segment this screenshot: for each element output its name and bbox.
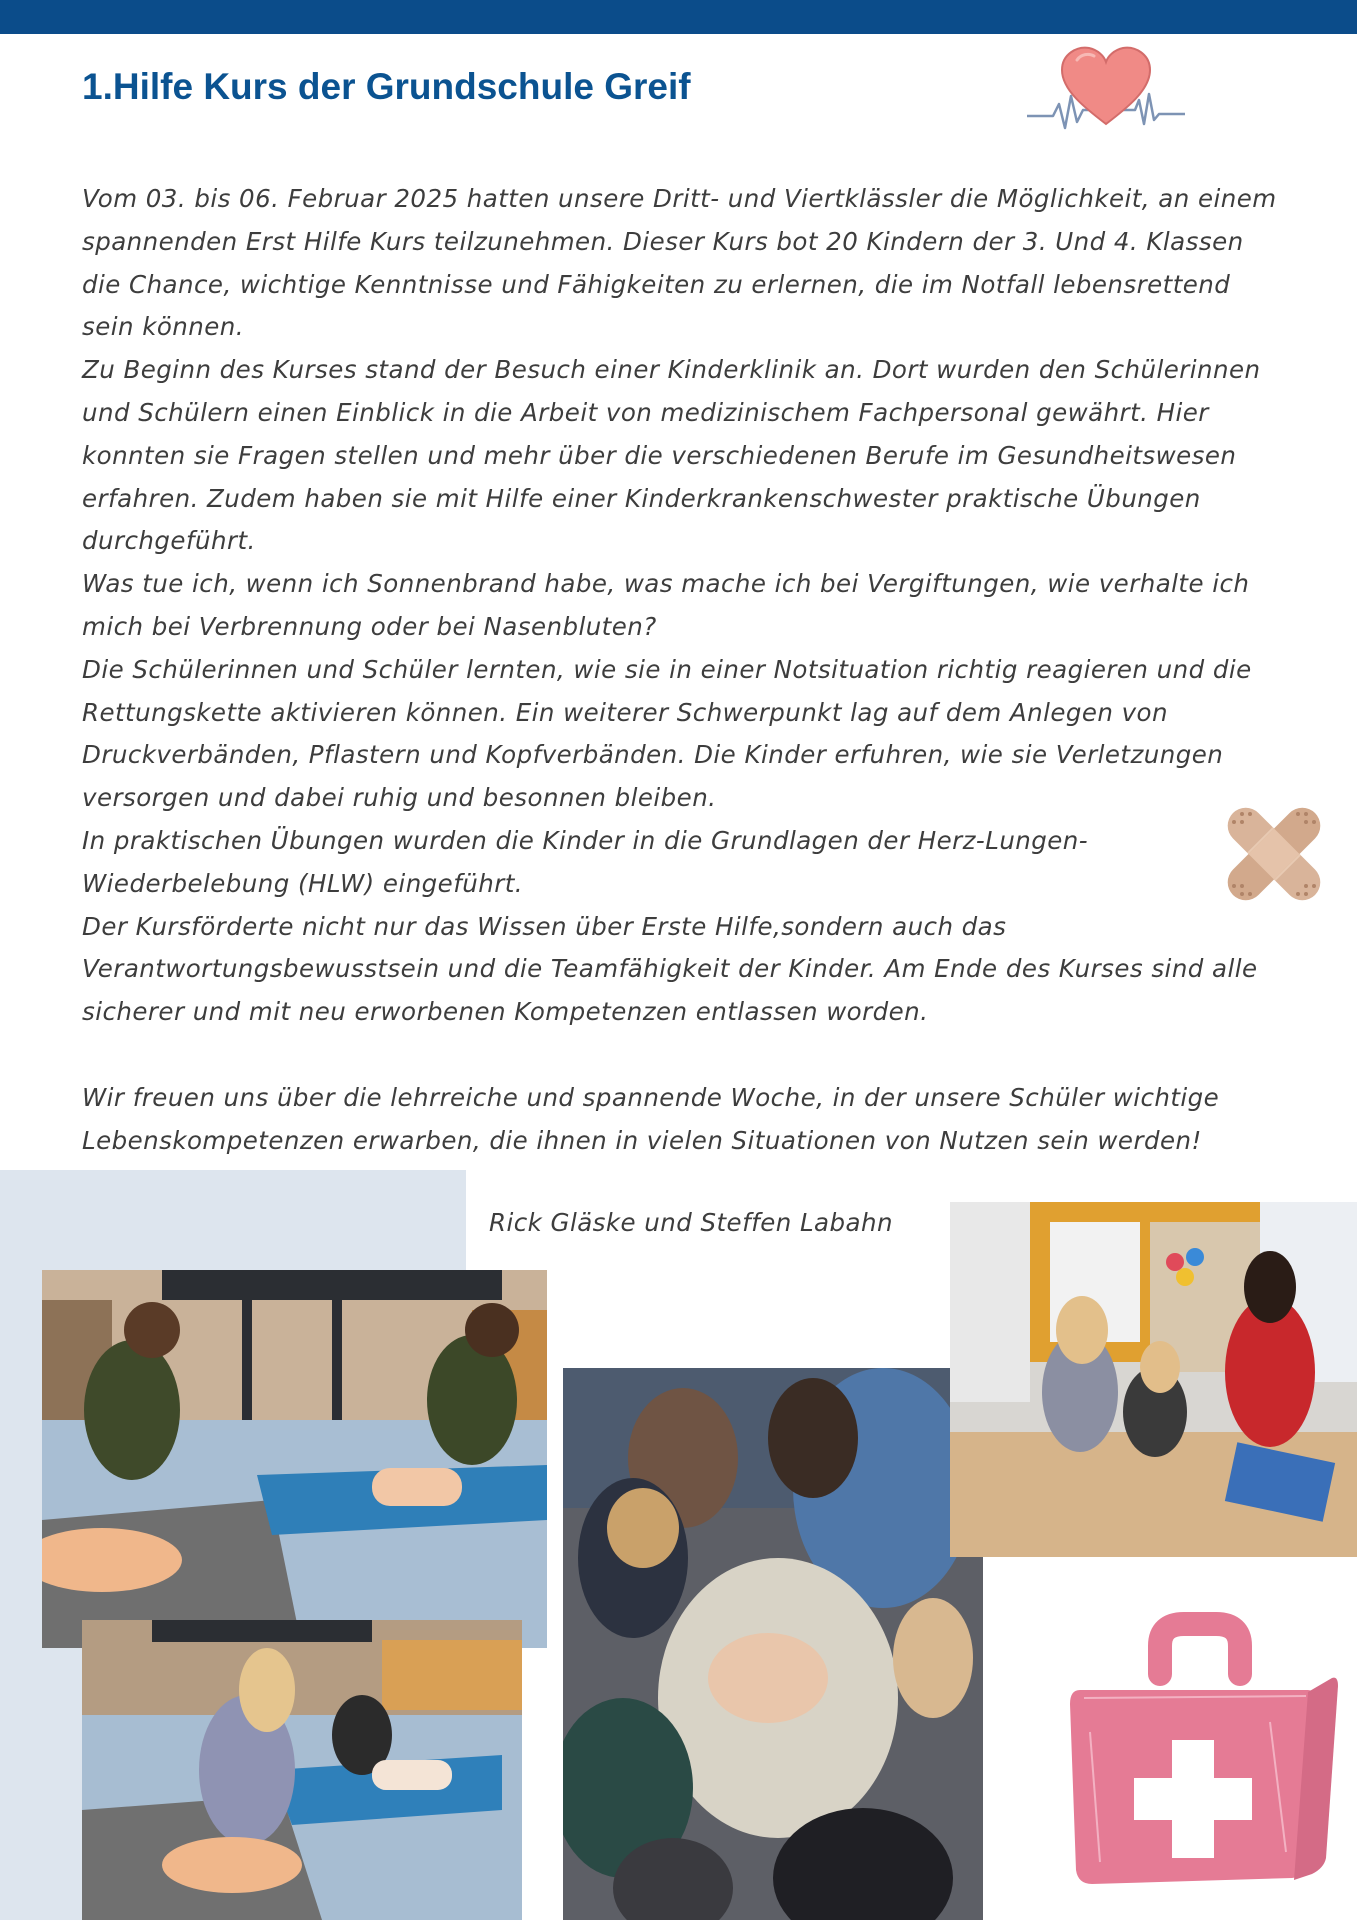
author-signature: Rick Gläske und Steffen Labahn: [489, 1208, 893, 1237]
paragraph-rescue-chain: Die Schülerinnen und Schüler lernten, wie sie in einer Notsituation richtig reagieren und die Rettungskette aktivieren können. Ein weiterer Schwerpunkt lag auf dem Anlegen von Druckverbänden, Pflastern und Kopfverbänden. Die Kinder erfuhren, wie sie Verletzungen versorgen und dabei ruhig und besonnen bleiben.: [82, 654, 1252, 813]
photo-cpr-girl: [82, 1620, 522, 1920]
paragraph-intro: Vom 03. bis 06. Februar 2025 hatten unsere Dritt- und Viertklässler die Möglichkeit, an einem spannenden Erst Hilfe Kurs teilzunehmen. Dieser Kurs bot 20 Kindern der 3. Und 4. Klassen die Chance, wichtige Kenntnisse und Fähigkeiten zu erlernen, die im Notfall lebensrettend sein können.: [82, 184, 1277, 342]
article-body: [82, 178, 1282, 1162]
page-title: 1.Hilfe Kurs der Grundschule Greif: [82, 66, 691, 107]
first-aid-kit-icon: [1060, 1612, 1340, 1890]
paragraph-outcome: Der Kursförderte nicht nur das Wissen über Erste Hilfe,sondern auch das Verantwortungsbewusstsein und die Teamfähigkeit der Kinder. Am Ende des Kurses sind alle sicherer und mit neu erworbenen Kompetenzen entlassen worden.: [82, 911, 1258, 1027]
paragraph-closing: Wir freuen uns über die lehrreiche und spannende Woche, in der unsere Schüler wichtige Lebenskompetenzen erwarben, die ihnen in vielen Situationen von Nutzen sein werden!: [82, 1082, 1220, 1155]
top-banner: [0, 0, 1357, 34]
paragraph-clinic: Zu Beginn des Kurses stand der Besuch einer Kinderklinik an. Dort wurden den Schülerinnen und Schülern einen Einblick in die Arbeit von medizinischem Fachpersonal gewährt. Hier konnten sie Fragen stellen und mehr über die verschiedenen Berufe im Gesundheitswesen erfahren. Zudem haben sie mit Hilfe einer Kinderkrankenschwester praktische Übungen durchgeführt.: [82, 355, 1261, 556]
paragraph-spacer: [82, 1034, 1282, 1077]
photo-bandaging-doll: [563, 1368, 983, 1920]
paragraph-questions: Was tue ich, wenn ich Sonnenbrand habe, was mache ich bei Vergiftungen, wie verhalte ich mich bei Verbrennung oder bei Nasenbluten?: [82, 569, 1250, 641]
photo-cpr-boy: [42, 1270, 547, 1648]
photo-classroom-bandaging: [950, 1202, 1357, 1557]
heartbeat-icon: [1025, 44, 1187, 134]
paragraph-cpr: In praktischen Übungen wurden die Kinder in die Grundlagen der Herz-Lungen-Wiederbelebung (HLW) eingeführt.: [82, 825, 1089, 898]
bandage-icon: [1212, 792, 1336, 916]
